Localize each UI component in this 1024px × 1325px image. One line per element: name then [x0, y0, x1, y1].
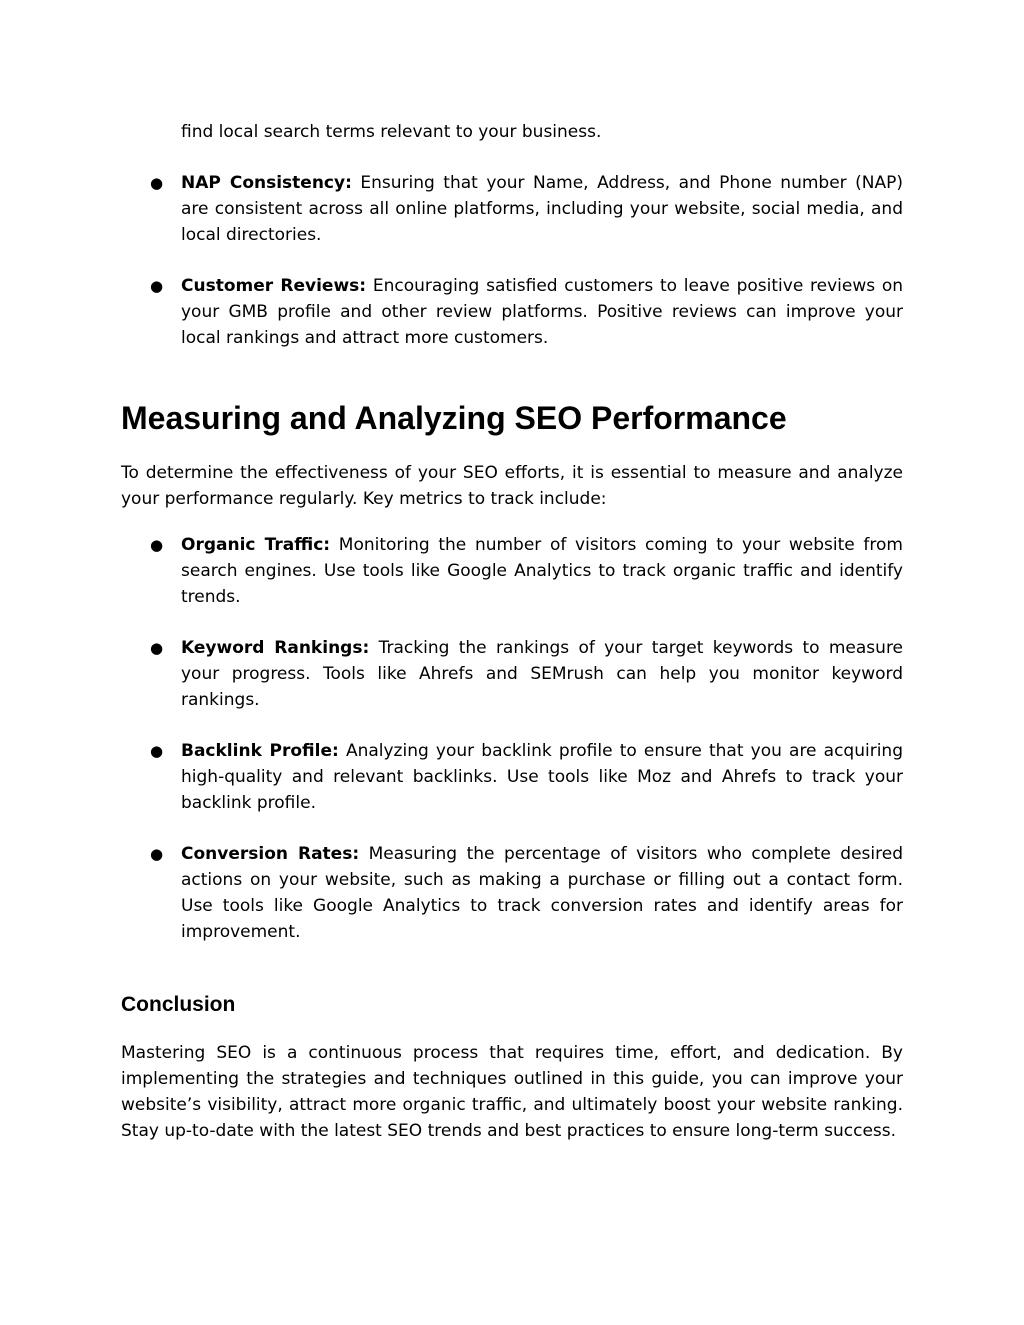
bullet-icon: ● [150, 536, 164, 554]
list-item-label: Customer Reviews: [181, 276, 367, 296]
bullet-icon: ● [150, 174, 164, 192]
bullet-icon: ● [150, 742, 164, 760]
list-item-label: Organic Traffic: [181, 535, 331, 555]
list-item-label: Conversion Rates: [181, 844, 360, 864]
list-item-text: Analyzing your backlink profile to ensure that you are acquiring high-quality and relevant backlinks. Use tools like Moz and Ahrefs to track your backlink profile. [181, 741, 903, 813]
list-item-label: Keyword Rankings: [181, 638, 370, 658]
list-item-conversion-rates [181, 841, 903, 945]
list-item-keyword-rankings [181, 635, 903, 713]
list-item-customer-reviews [181, 273, 903, 351]
bullet-icon: ● [150, 845, 164, 863]
conclusion-text: Mastering SEO is a continuous process that requires time, effort, and dedication. By implementing the strategies and techniques outlined in this guide, you can improve your website’s visibility, attract more organic traffic, and ultimately boost your website ranking. Stay up-to-date with the latest SEO trends and best practices to ensure long-term success. [121, 1043, 903, 1141]
list-item-text: Measuring the percentage of visitors who complete desired actions on your website, such as making a purchase or filling out a contact form. Use tools like Google Analytics to track conversion rates and identify areas for improvement. [181, 844, 903, 942]
list-item-text: Monitoring the number of visitors coming to your website from search engines. Use tools like Google Analytics to track organic traffic and identify trends. [181, 535, 903, 607]
conclusion-heading: Conclusion [121, 993, 236, 1016]
section-heading: Measuring and Analyzing SEO Performance [121, 400, 787, 436]
list-item-nap-consistency [181, 170, 903, 248]
list-item-text: Encouraging satisfied customers to leave positive reviews on your GMB profile and other review platforms. Positive reviews can improve your local rankings and attract more customers. [181, 276, 904, 348]
bullet-icon: ● [150, 639, 164, 657]
list-item-backlink-profile [181, 738, 903, 816]
list-item-organic-traffic [181, 532, 903, 610]
list-item-label: NAP Consistency: [181, 173, 352, 193]
list-item-label: Backlink Profile: [181, 741, 339, 761]
list-item-text: Ensuring that your Name, Address, and Phone number (NAP) are consistent across all online platforms, including your website, social media, and local directories. [181, 173, 903, 245]
section-intro: To determine the effectiveness of your SEO efforts, it is essential to measure and analyze your performance regularly. Key metrics to track include: [121, 463, 903, 509]
list-item-text: Tracking the rankings of your target keywords to measure your progress. Tools like Ahrefs and SEMrush can help you monitor keyword rankings. [181, 638, 904, 710]
bullet-icon: ● [150, 277, 164, 295]
continuation-text: find local search terms relevant to your business. [181, 122, 602, 142]
